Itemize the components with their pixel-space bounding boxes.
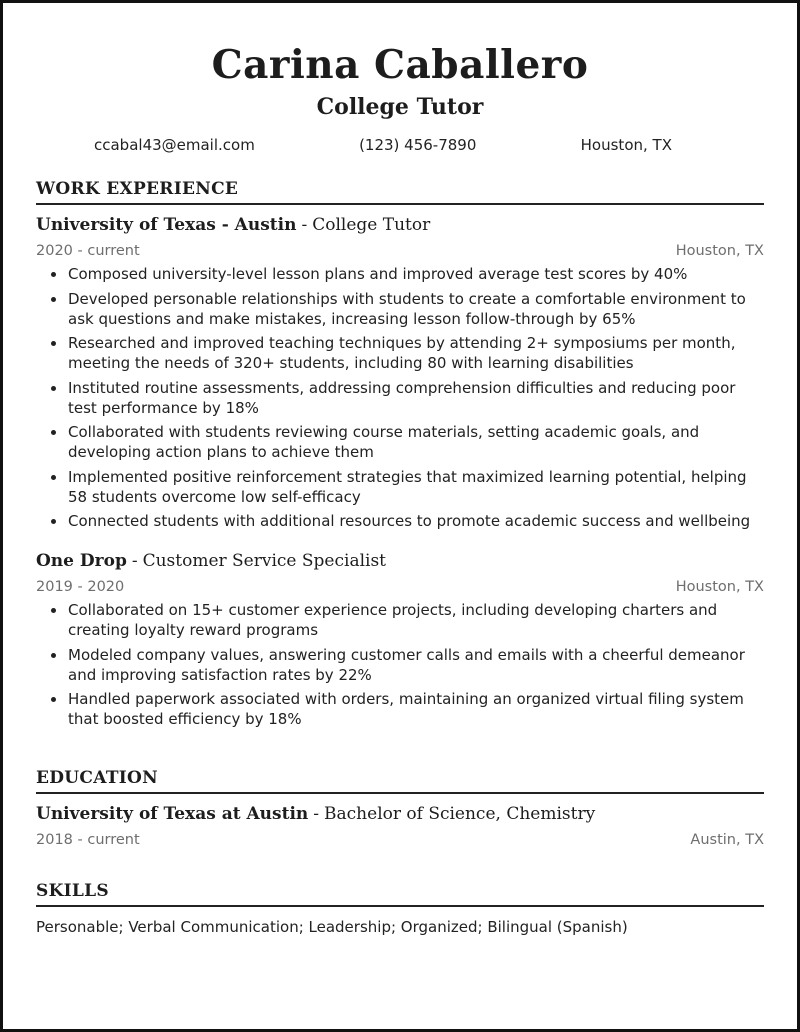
- education-location: Austin, TX: [690, 832, 764, 848]
- job-dates: 2019 - 2020: [36, 579, 125, 595]
- contact-row: [94, 135, 672, 155]
- job-bullet-list: [36, 600, 764, 729]
- job-separator: -: [131, 551, 138, 571]
- job-entry: [36, 549, 764, 729]
- job-location: Houston, TX: [675, 579, 764, 595]
- job-bullet: • Collaborated with students reviewing course materials, setting academic goals, and developing action plans to achieve them: [67, 422, 764, 462]
- job-bullet: • Implemented positive reinforcement strategies that maximized learning potential, helping 58 students overcome low self-efficacy: [67, 467, 764, 507]
- job-bullet: • Connected students with additional resources to promote academic success and wellbeing: [67, 511, 764, 531]
- job-organization: University of Texas - Austin: [36, 215, 297, 235]
- job-bullet: • Handled paperwork associated with orders, maintaining an organized virtual filing system that boosted efficiency by 18%: [67, 689, 764, 729]
- job-bullet-list: [36, 264, 764, 531]
- education-school: University of Texas at Austin: [36, 804, 309, 824]
- job-location: Houston, TX: [675, 243, 764, 259]
- job-bullet: • Composed university-level lesson plans and improved average test scores by 40%: [67, 264, 764, 284]
- education-heading: EDUCATION: [36, 767, 764, 794]
- education-meta: [36, 830, 764, 850]
- job-bullet: • Collaborated on 15+ customer experience projects, including developing charters and creating loyalty reward programs: [67, 600, 764, 640]
- job-dates: 2020 - current: [36, 243, 140, 259]
- contact-email: ccabal43@email.com: [94, 136, 255, 154]
- skills-heading: SKILLS: [36, 880, 764, 907]
- work-experience-heading: WORK EXPERIENCE: [36, 178, 764, 205]
- job-header: [36, 213, 764, 237]
- job-role: College Tutor: [312, 215, 431, 235]
- skills-list: Personable; Verbal Communication; Leadership; Organized; Bilingual (Spanish): [36, 918, 628, 936]
- job-meta: [36, 241, 764, 261]
- education-separator: -: [313, 804, 320, 824]
- job-bullet: • Modeled company values, answering customer calls and emails with a cheerful demeanor and improving satisfaction rates by 22%: [67, 645, 764, 685]
- job-meta: [36, 577, 764, 597]
- job-bullet: • Developed personable relationships with students to create a comfortable environment to ask questions and make mistakes, increasing lesson follow-through by 65%: [67, 289, 764, 329]
- candidate-title: College Tutor: [316, 94, 484, 120]
- job-organization: One Drop: [36, 551, 127, 571]
- job-header: [36, 549, 764, 573]
- education-header: [36, 802, 764, 826]
- contact-phone: (123) 456-7890: [359, 136, 477, 154]
- job-bullet: • Researched and improved teaching techniques by attending 2+ symposiums per month, meeting the needs of 320+ students, including 80 with learning disabilities: [67, 333, 764, 373]
- candidate-name: Carina Caballero: [211, 42, 589, 88]
- contact-location: Houston, TX: [580, 136, 672, 154]
- education-dates: 2018 - current: [36, 832, 140, 848]
- job-entry: [36, 213, 764, 531]
- job-separator: -: [301, 215, 308, 235]
- education-degree: Bachelor of Science, Chemistry: [324, 804, 596, 824]
- job-bullet: • Instituted routine assessments, addressing comprehension difficulties and reducing poor test performance by 18%: [67, 378, 764, 418]
- job-role: Customer Service Specialist: [142, 551, 387, 571]
